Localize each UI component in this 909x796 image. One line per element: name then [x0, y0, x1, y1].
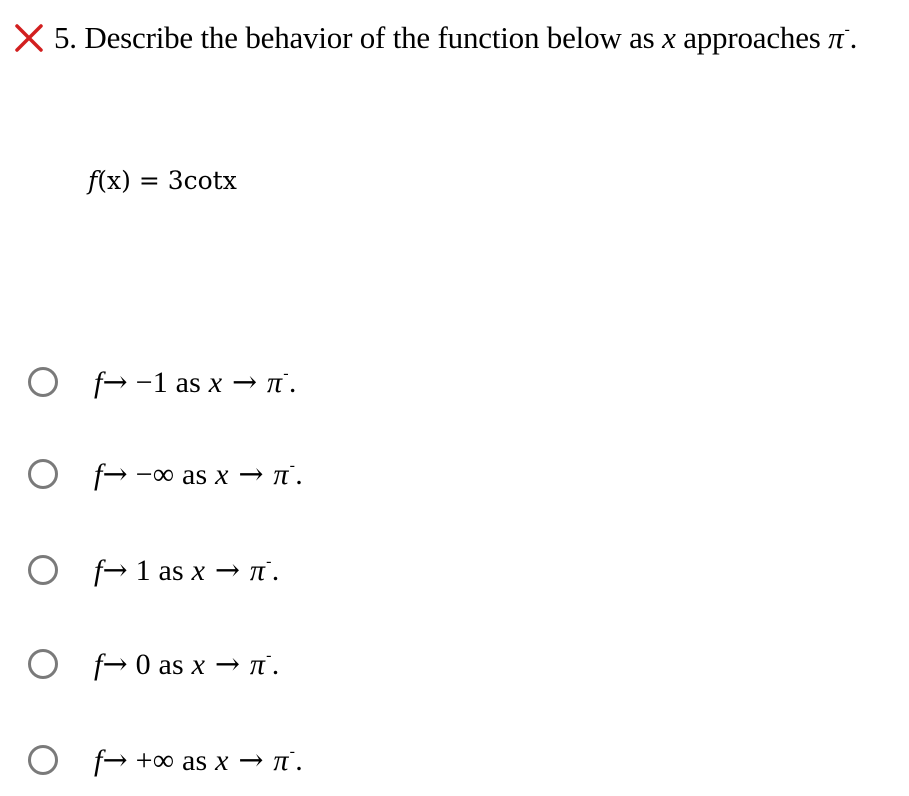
option-pi-sup: -	[266, 552, 272, 570]
radio-button[interactable]	[28, 555, 58, 585]
function-eq: =	[130, 166, 168, 195]
option-end: .	[295, 743, 303, 777]
option-pi: π	[249, 647, 266, 681]
option-end: .	[271, 553, 280, 587]
question-var: x	[662, 20, 676, 55]
option-pi-sup: -	[289, 742, 296, 760]
option-as: as	[167, 365, 209, 399]
answer-option[interactable]	[28, 732, 303, 788]
option-pi: π	[249, 553, 266, 587]
option-limit: −1	[127, 365, 168, 399]
answer-option[interactable]	[28, 446, 303, 502]
option-arrow2: →	[205, 646, 250, 682]
option-arrow2: →	[228, 456, 274, 492]
option-arrow: →	[102, 552, 128, 588]
function-expression	[88, 166, 237, 195]
option-arrow2: →	[222, 364, 268, 400]
option-as: as	[150, 553, 192, 587]
question-pi: π	[828, 20, 844, 55]
question-middle: approaches	[675, 20, 829, 55]
question-end: .	[849, 20, 858, 55]
option-x: x	[215, 457, 229, 491]
option-f: f	[94, 647, 103, 681]
option-pi-sup: -	[283, 364, 289, 382]
question-prefix: 5. Describe the behavior of the function below as	[54, 20, 663, 55]
option-limit: +∞	[127, 743, 175, 777]
option-limit: 1	[127, 553, 151, 587]
radio-button[interactable]	[28, 649, 58, 679]
answer-option[interactable]	[28, 354, 297, 410]
option-f: f	[94, 553, 103, 587]
option-as: as	[174, 743, 216, 777]
option-arrow: →	[102, 646, 128, 682]
option-pi: π	[273, 457, 289, 491]
option-x: x	[208, 365, 223, 399]
option-x: x	[191, 553, 206, 587]
option-x: x	[191, 647, 206, 681]
option-pi: π	[273, 743, 289, 777]
option-end: .	[288, 365, 297, 399]
radio-button[interactable]	[28, 745, 58, 775]
option-arrow: →	[102, 456, 128, 492]
option-pi-sup: -	[289, 456, 296, 474]
option-arrow2: →	[205, 552, 250, 588]
option-text	[94, 365, 297, 400]
option-x: x	[215, 743, 229, 777]
function-name: f	[88, 166, 98, 195]
option-arrow2: →	[228, 742, 274, 778]
option-pi-sup: -	[266, 646, 272, 664]
answer-option[interactable]	[28, 636, 279, 692]
question-text	[54, 20, 857, 56]
x-mark-icon	[14, 23, 44, 53]
question-header	[14, 16, 857, 60]
option-text	[94, 647, 279, 682]
option-arrow: →	[102, 364, 128, 400]
option-text	[94, 457, 303, 492]
option-f: f	[94, 457, 103, 491]
radio-button[interactable]	[28, 367, 58, 397]
option-as: as	[150, 647, 192, 681]
function-body: 3cotx	[167, 166, 237, 195]
option-text	[94, 743, 303, 778]
option-end: .	[295, 457, 303, 491]
option-arrow: →	[102, 742, 128, 778]
option-f: f	[94, 365, 103, 399]
option-end: .	[271, 647, 280, 681]
option-as: as	[174, 457, 216, 491]
option-f: f	[94, 743, 103, 777]
answer-option[interactable]	[28, 542, 279, 598]
function-arg: (x)	[97, 166, 131, 195]
question-pi-sup: -	[844, 21, 850, 38]
option-pi: π	[267, 365, 283, 399]
option-limit: −∞	[127, 457, 175, 491]
option-text	[94, 553, 279, 588]
option-limit: 0	[127, 647, 151, 681]
radio-button[interactable]	[28, 459, 58, 489]
